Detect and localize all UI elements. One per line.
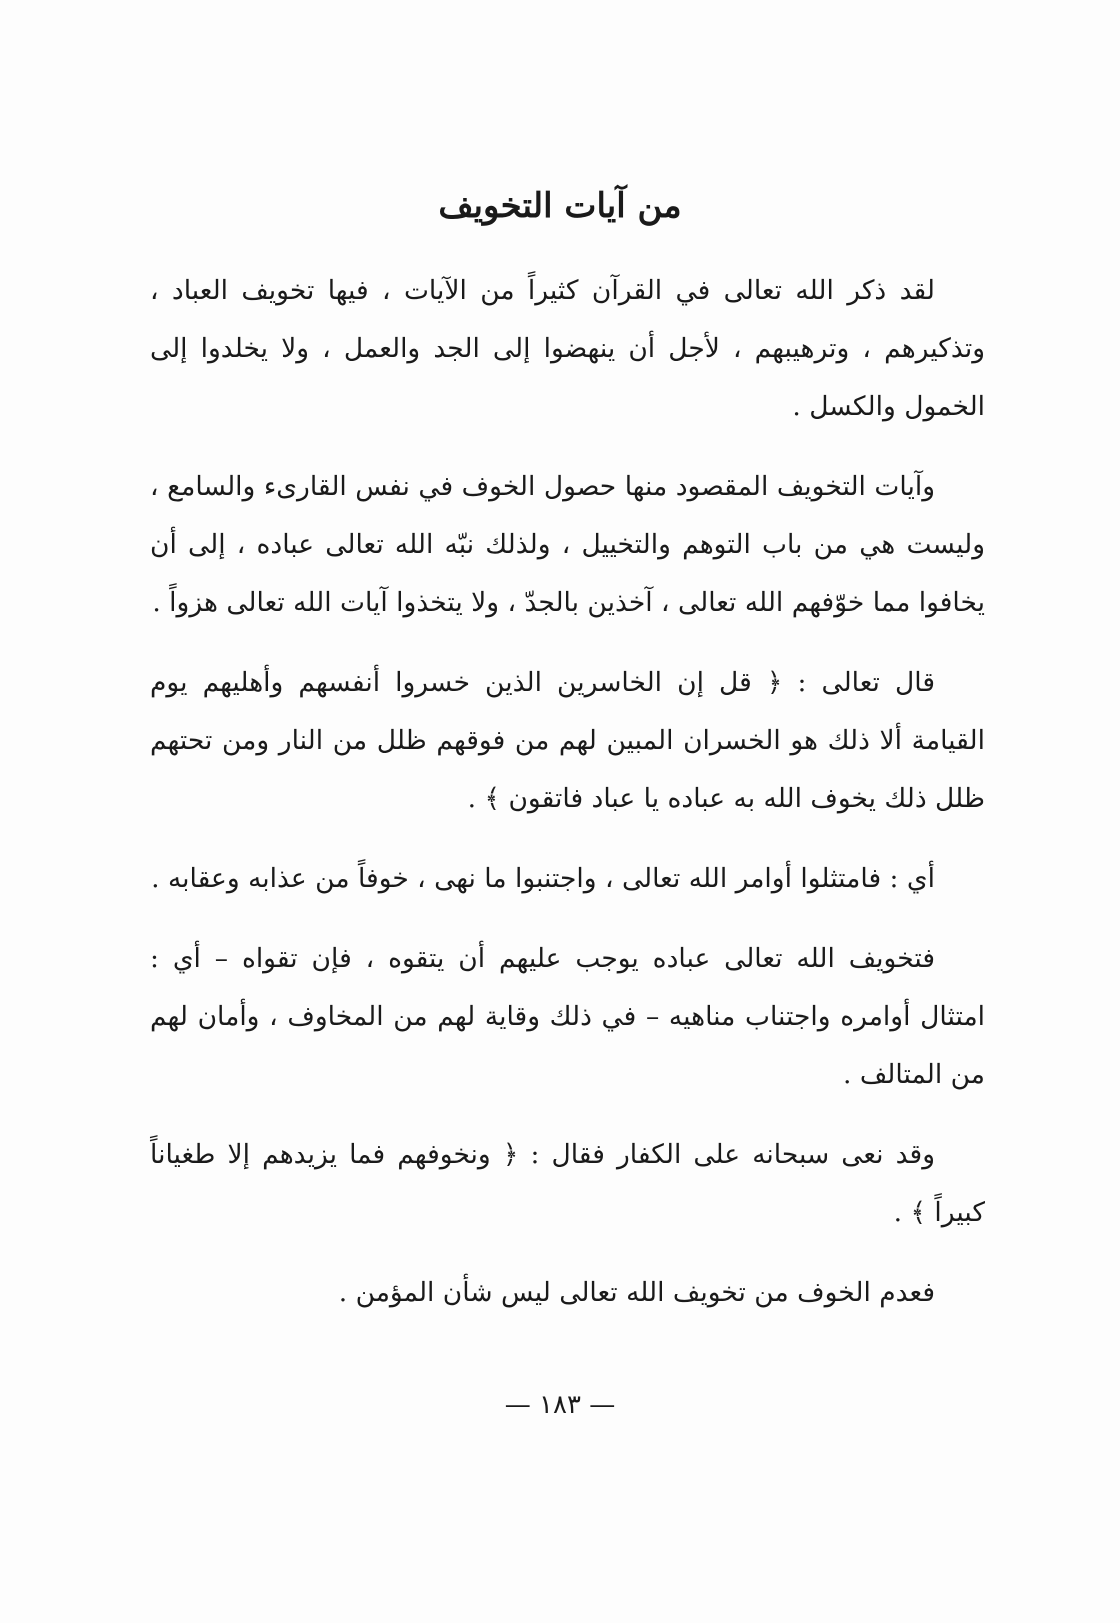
paragraph-7: فعدم الخوف من تخويف الله تعالى ليس شأن المؤمن . [338, 1277, 935, 1308]
paragraph-1: لقد ذكر الله تعالى في القرآن كثيراً من الآيات ، فيها تخويف العباد ، وتذكيرهم ، وترهيبهم ، لأجل أن ينهضوا إلى الجد والعمل ، ولا يخلدوا إلى الخمول والكسل . [150, 275, 985, 422]
page-number: — ١٨٣ — [504, 1390, 616, 1420]
paragraph-2: وآيات التخويف المقصود منها حصول الخوف في نفس القارىء والسامع ، وليست هي من باب التوهم والتخييل ، ولذلك نبّه الله تعالى عباده ، إلى أن يخافوا مما خوّفهم الله تعالى ، آخذين بالجدّ ، ولا يتخذوا آيات الله تعالى هزواً . [150, 471, 985, 618]
paragraph-5: فتخويف الله تعالى عباده يوجب عليهم أن يتقوه ، فإن تقواه – أي : امتثال أوامره واجتناب مناهيه – في ذلك وقاية لهم من المخاوف ، وأمان لهم من المتالف . [150, 943, 985, 1090]
page-body [150, 262, 985, 1344]
paragraph-3: قال تعالى : ﴿ قل إن الخاسرين الذين خسروا أنفسهم وأهليهم يوم القيامة ألا ذلك هو الخسران المبين لهم من فوقهم ظلل من النار ومن تحتهم ظلل ذلك يخوف الله به عباده يا عباد فاتقون ﴾ . [150, 667, 985, 814]
paragraph-6: وقد نعى سبحانه على الكفار فقال : ﴿ ونخوفهم فما يزيدهم إلا طغياناً كبيراً ﴾ . [150, 1139, 985, 1228]
page-title: من آيات التخويف [438, 186, 682, 226]
paragraph-4: أي : فامتثلوا أوامر الله تعالى ، واجتنبوا ما نهى ، خوفاً من عذابه وعقابه . [151, 863, 935, 894]
